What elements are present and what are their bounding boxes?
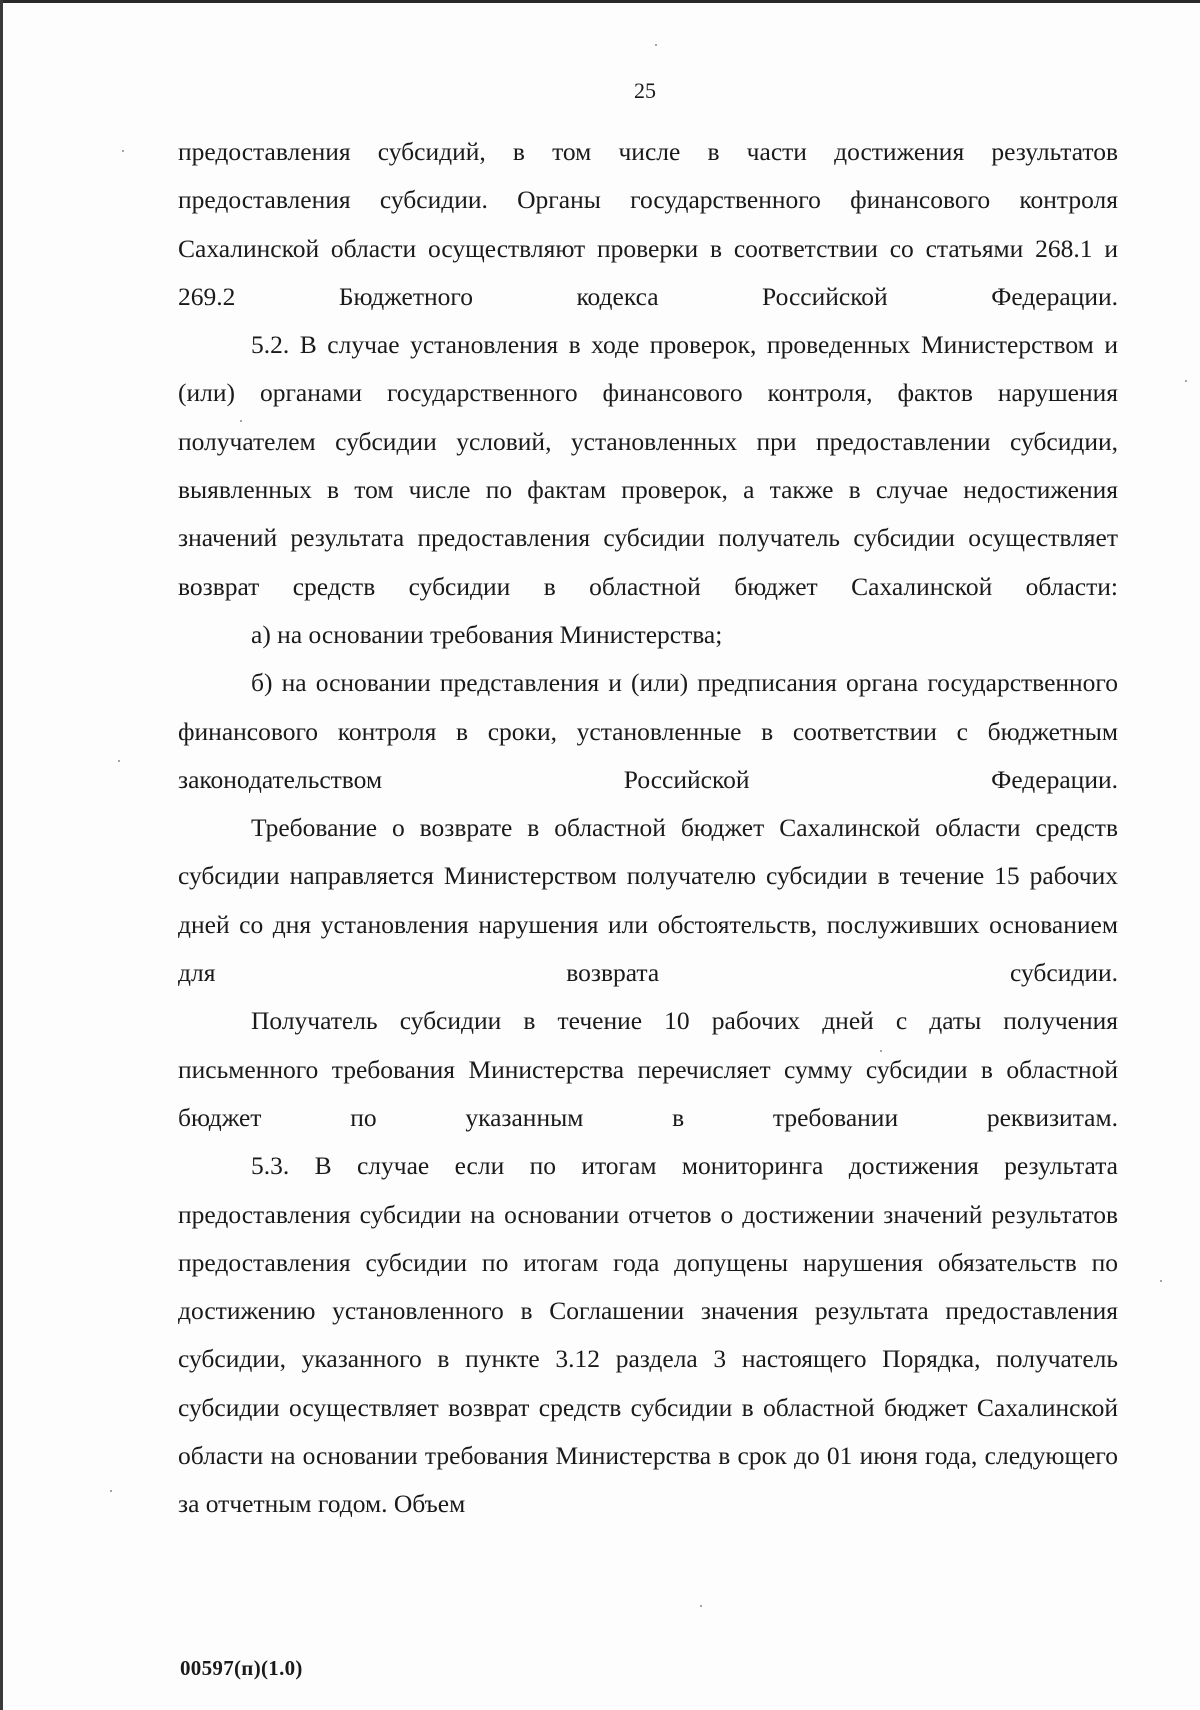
paragraph-continuation: предоставления субсидий, в том числе в части достижения результатов предоставления субсидии. Органы государственного финансового контроля Сахалинской области осуществляют проверки в соответствии со статьями 268.1 и 269.2 Бюджетного кодекса Российской Федерации. bbox=[178, 137, 1118, 311]
scan-speck bbox=[700, 1605, 702, 1607]
scan-speck bbox=[655, 44, 657, 46]
document-code: 00597(п)(1.0) bbox=[180, 1656, 303, 1680]
list-item-a: а) на основании требования Министерства; bbox=[251, 619, 723, 649]
scan-speck bbox=[240, 420, 242, 422]
scan-speck bbox=[1160, 1280, 1162, 1282]
scan-speck bbox=[1185, 380, 1187, 382]
paragraph-5-2: 5.2. В случае установления в ходе проверок, проведенных Министерством и (или) органами государственного финансового контроля, фактов нарушения получателем субсидии условий, установленных при предоставлении субсидии, выявленных в том числе по фактам проверок, а также в случае недостижения значений результата предоставления субсидии получатель субсидии осуществляет возврат средств субсидии в областной бюджет Сахалинской области: bbox=[178, 330, 1118, 601]
page-edge-top bbox=[0, 0, 1200, 3]
page-edge-left bbox=[0, 0, 3, 1710]
paragraph-5-3: 5.3. В случае если по итогам мониторинга достижения результата предоставления субсидии на основании отчетов о достижении значений результатов предоставления субсидии по итогам года допущены нарушения обязательств по достижению установленного в Соглашении значения результата предоставления субсидии, указанного в пункте 3.12 раздела 3 настоящего Порядка, получатель субсидии осуществляет возврат средств субсидии в областной бюджет Сахалинской области на основании требования Министерства в срок до 01 июня года, следующего за отчетным годом. Объем bbox=[178, 1151, 1118, 1519]
scan-speck bbox=[122, 150, 124, 152]
scan-speck bbox=[110, 1490, 112, 1492]
scan-speck bbox=[880, 1050, 882, 1052]
scan-speck bbox=[118, 760, 120, 762]
list-item-b: б) на основании представления и (или) предписания органа государственного финансового контроля в сроки, установленные в соответствии с бюджетным законодательством Российской Федерации. bbox=[178, 668, 1118, 794]
document-body bbox=[178, 128, 1118, 1529]
paragraph-return-requirement: Требование о возврате в областной бюджет Сахалинской области средств субсидии направляется Министерством получателю субсидии в течение 15 рабочих дней со дня установления нарушения или обстоятельств, послуживших основанием для возврата субсидии. bbox=[178, 813, 1118, 988]
page-number: 25 bbox=[634, 78, 656, 103]
paragraph-recipient-transfer: Получатель субсидии в течение 10 рабочих дней с даты получения письменного требования Министерства перечисляет сумму субсидии в областной бюджет по указанным в требовании реквизитам. bbox=[178, 1006, 1118, 1132]
